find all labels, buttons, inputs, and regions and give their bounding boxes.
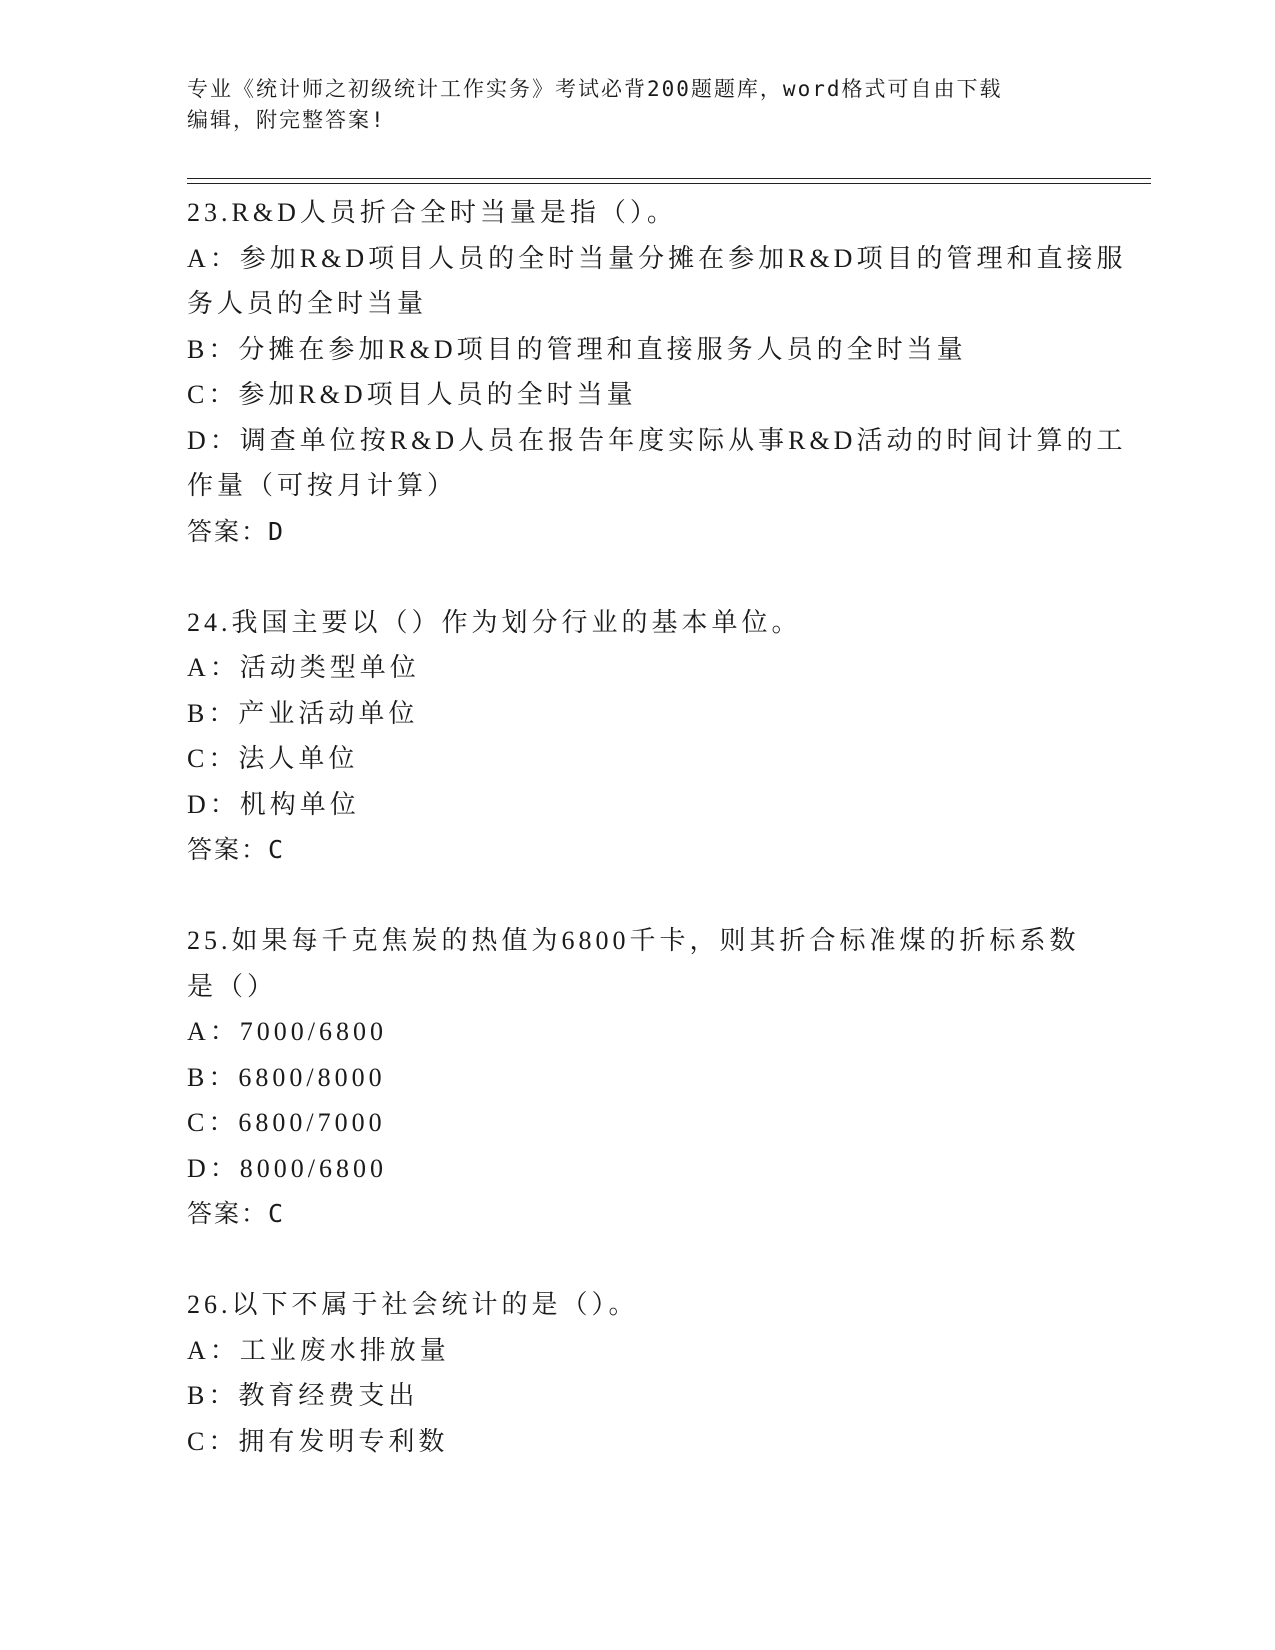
question-25 <box>187 918 1087 1237</box>
question-stem: 26.以下不属于社会统计的是（）。 <box>187 1290 639 1319</box>
option-b: B：教育经费支出 <box>187 1381 419 1410</box>
option-a: A：参加R&D项目人员的全时当量分摊在参加R&D项目的管理和直接服 <box>187 243 1127 273</box>
option-d-continued: 作量（可按月计算） <box>187 471 458 500</box>
answer: 答案：D <box>187 516 286 546</box>
option-b: B：分摊在参加R&D项目的管理和直接服务人员的全时当量 <box>187 334 967 364</box>
question-23 <box>187 190 1127 554</box>
option-c: C：拥有发明专利数 <box>187 1426 449 1456</box>
question-stem: 25.如果每千克焦炭的热值为6800千卡，则其折合标准煤的折标系数 <box>187 926 1080 955</box>
question-26 <box>187 1282 1087 1464</box>
header-divider-top <box>187 178 1151 179</box>
option-b: B：6800/8000 <box>187 1062 386 1092</box>
spacer <box>187 873 1087 919</box>
option-a-continued: 务人员的全时当量 <box>187 289 428 318</box>
question-stem: 24.我国主要以（）作为划分行业的基本单位。 <box>187 607 802 637</box>
spacer <box>187 1237 1087 1283</box>
option-a: A：活动类型单位 <box>187 653 420 682</box>
question-stem-continued: 是（） <box>187 971 278 1001</box>
option-c: C：法人单位 <box>187 744 359 773</box>
document-header <box>187 74 1087 136</box>
question-list <box>187 190 1127 1464</box>
option-c: C：6800/7000 <box>187 1108 386 1137</box>
option-d: D：8000/6800 <box>187 1153 388 1183</box>
option-b: B：产业活动单位 <box>187 698 419 728</box>
answer: 答案：C <box>187 835 286 864</box>
option-c: C：参加R&D项目人员的全时当量 <box>187 380 637 409</box>
spacer <box>187 554 1087 600</box>
option-a: A：工业废水排放量 <box>187 1335 450 1365</box>
option-d: D：调查单位按R&D人员在报告年度实际从事R&D活动的时间计算的工 <box>187 425 1127 455</box>
question-24 <box>187 600 1087 873</box>
header-line-2: 编辑，附完整答案! <box>187 108 386 132</box>
header-divider-bottom <box>187 183 1151 184</box>
header-line-1: 专业《统计师之初级统计工作实务》考试必背200题题库，word格式可自由下载 <box>187 77 1003 101</box>
question-stem: 23.R&D人员折合全时当量是指（）。 <box>187 198 677 227</box>
answer: 答案：C <box>187 1199 286 1228</box>
option-a: A：7000/6800 <box>187 1017 388 1046</box>
option-d: D：机构单位 <box>187 789 360 819</box>
